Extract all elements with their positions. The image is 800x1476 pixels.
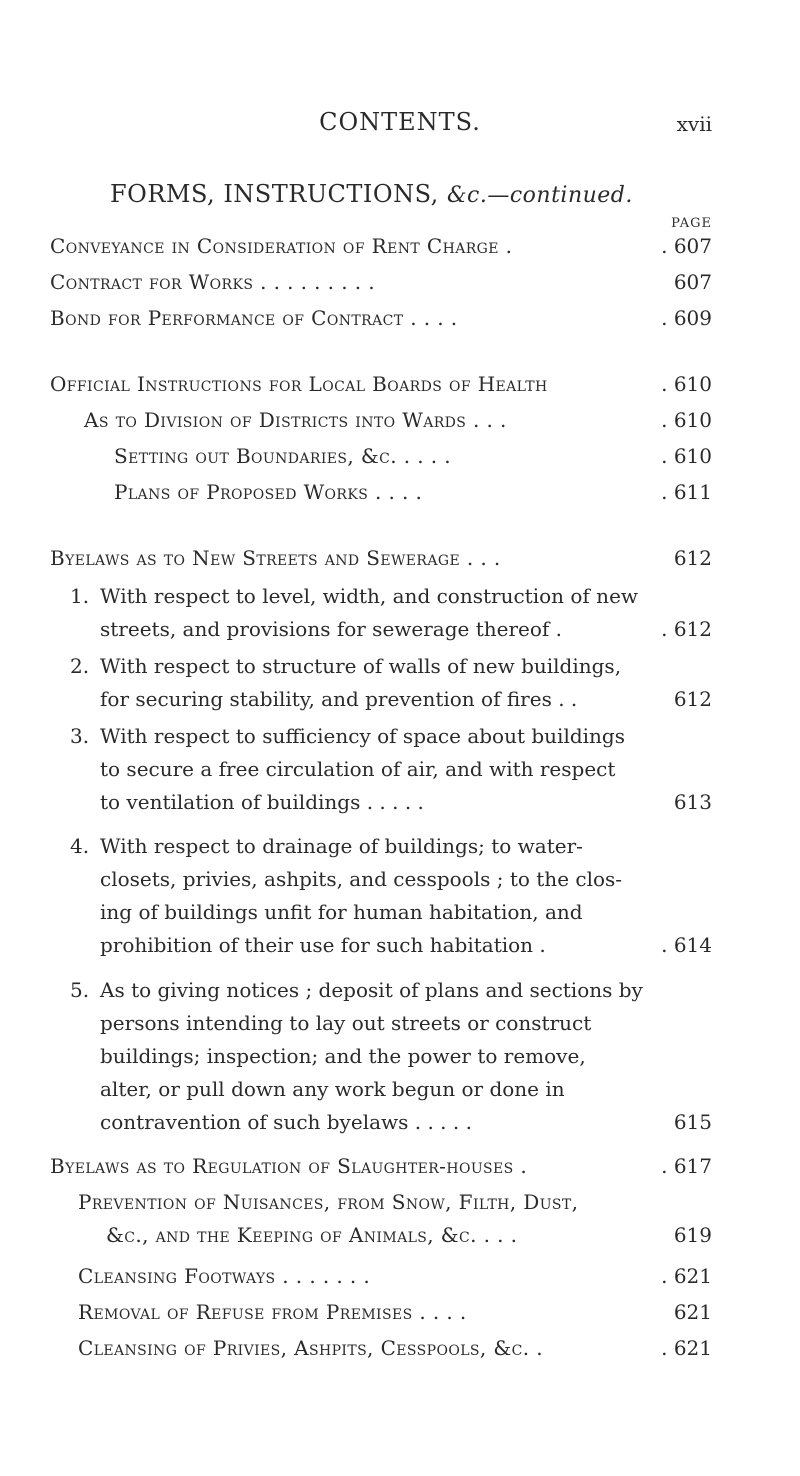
toc-entry-page: 607 <box>673 270 712 294</box>
item-line: With respect to level, width, and construction of new <box>100 584 639 608</box>
toc-entry-label: Cleansing of Privies, Ashpits, Cesspools, &c. . <box>78 1336 543 1360</box>
toc-entry-page: . 611 <box>661 480 712 504</box>
toc-entry-label: Contract for Works . . . . . . . . . <box>50 270 375 294</box>
toc-entry-page: . 612 <box>661 617 712 641</box>
toc-entry-label: Cleansing Footways . . . . . . . <box>78 1264 371 1288</box>
item-line: to secure a free circulation of air, and with respect <box>100 757 616 781</box>
byelaw-item[interactable] <box>70 720 712 819</box>
item-number: 4. <box>70 834 90 858</box>
toc-entry-label: Byelaws as to Regulation of Slaughter-houses . <box>50 1154 528 1178</box>
toc-entry-label: Byelaws as to New Streets and Sewerage . . . <box>50 546 501 570</box>
toc-entry-label: Removal of Refuse from Premises . . . . <box>78 1300 467 1324</box>
section-heading <box>110 180 633 208</box>
toc-entry-label: &c., and the Keeping of Animals, &c. . . . <box>106 1223 518 1247</box>
toc-entry-label: Conveyance in Consideration of Rent Charge . <box>50 234 513 258</box>
section-heading-title: FORMS, INSTRUCTIONS, <box>110 180 439 208</box>
toc-entry-page: 619 <box>673 1223 712 1247</box>
item-line: closets, privies, ashpits, and cesspools ; to the clos- <box>100 867 623 891</box>
toc-subentry[interactable] <box>84 404 712 437</box>
item-number: 1. <box>70 584 90 608</box>
toc-entry-label: Setting out Boundaries, &c. . . . . <box>114 444 452 468</box>
toc-subentry[interactable] <box>78 1260 712 1293</box>
item-line: for securing stability, and prevention of fires . . <box>100 687 578 711</box>
item-number: 2. <box>70 654 90 678</box>
toc-entry[interactable] <box>50 1150 712 1183</box>
toc-entry-page: . 617 <box>661 1154 712 1178</box>
toc-subentry[interactable] <box>78 1296 712 1329</box>
toc-entry-page: 621 <box>673 1300 712 1324</box>
item-line: to ventilation of buildings . . . . . <box>100 790 424 814</box>
toc-entry-page: . 610 <box>661 372 712 396</box>
item-line: alter, or pull down any work begun or done in <box>100 1077 565 1101</box>
item-line: With respect to sufficiency of space about buildings <box>100 724 625 748</box>
toc-subentry[interactable] <box>114 440 712 473</box>
toc-entry-label: Official Instructions for Local Boards of Health <box>50 372 548 396</box>
toc-entry-label: Bond for Performance of Contract . . . . <box>50 306 458 330</box>
toc-entry-page: . 610 <box>661 408 712 432</box>
toc-entry-page: 613 <box>673 790 712 814</box>
item-line: prohibition of their use for such habitation . <box>100 933 546 957</box>
byelaw-item[interactable] <box>70 580 712 646</box>
toc-entry-page: . 621 <box>661 1336 712 1360</box>
toc-subentry[interactable] <box>78 1332 712 1365</box>
item-number: 3. <box>70 724 90 748</box>
toc-entry-page: . 609 <box>661 306 712 330</box>
toc-subentry[interactable] <box>78 1186 712 1252</box>
toc-entry[interactable] <box>50 542 712 575</box>
running-head-title: CONTENTS. <box>319 108 481 136</box>
section-heading-continued: &c.—continued. <box>446 183 633 208</box>
toc-entry[interactable] <box>50 368 712 401</box>
toc-entry-page: . 607 <box>661 234 712 258</box>
page-column-label: PAGE <box>671 216 712 231</box>
byelaw-item[interactable] <box>70 830 712 962</box>
item-line: With respect to drainage of buildings; to water- <box>100 834 583 858</box>
item-line: persons intending to lay out streets or construct <box>100 1011 592 1035</box>
page-number: xvii <box>676 112 712 136</box>
item-line: ing of buildings unfit for human habitation, and <box>100 900 583 924</box>
byelaw-item[interactable] <box>70 974 712 1139</box>
item-line: With respect to structure of walls of new buildings, <box>100 654 622 678</box>
toc-subentry[interactable] <box>114 476 712 509</box>
toc-entry-page: . 614 <box>661 933 712 957</box>
byelaw-item[interactable] <box>70 650 712 716</box>
toc-entry[interactable] <box>50 230 712 263</box>
running-head <box>0 108 800 138</box>
item-line: streets, and provisions for sewerage thereof . <box>100 617 563 641</box>
toc-entry-page: . 610 <box>661 444 712 468</box>
item-line: contravention of such byelaws . . . . . <box>100 1110 472 1134</box>
toc-entry[interactable] <box>50 266 712 299</box>
item-line: buildings; inspection; and the power to remove, <box>100 1044 586 1068</box>
toc-entry-page: . 621 <box>661 1264 712 1288</box>
toc-entry-page: 615 <box>673 1110 712 1134</box>
toc-entry[interactable] <box>50 302 712 335</box>
item-line: As to giving notices ; deposit of plans and sections by <box>100 978 643 1002</box>
toc-entry-label: Prevention of Nuisances, from Snow, Filth, Dust, <box>78 1190 579 1214</box>
toc-entry-label: Plans of Proposed Works . . . . <box>114 480 423 504</box>
toc-entry-page: 612 <box>673 687 712 711</box>
item-number: 5. <box>70 978 90 1002</box>
toc-entry-label: As to Division of Districts into Wards . . . <box>84 408 507 432</box>
toc-entry-page: 612 <box>673 546 712 570</box>
